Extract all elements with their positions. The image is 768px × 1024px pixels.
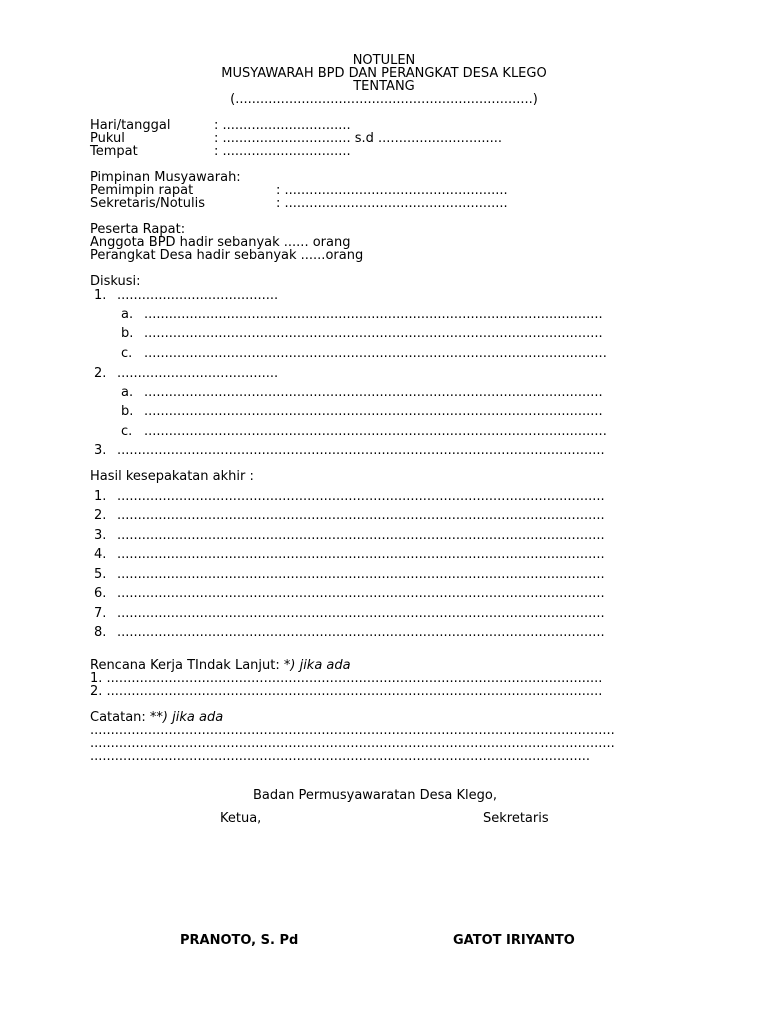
- discussion-heading: Diskusi:: [90, 274, 141, 289]
- agreement-heading: Hasil kesepakatan akhir :: [90, 469, 254, 484]
- list-item-number: 5.: [94, 567, 107, 582]
- sub-item: ................................................................................................................: [144, 346, 607, 361]
- list-item-number: 8.: [94, 625, 107, 640]
- list-item: ......................................................................................................................: [117, 547, 605, 562]
- chair-value: : ......................................................: [276, 183, 508, 198]
- list-item: ......................................................................................................................: [117, 528, 605, 543]
- topic-value: (........................................................................): [230, 92, 538, 107]
- signature-org: Badan Permusyawaratan Desa Klego,: [253, 788, 497, 803]
- time-label: Pukul: [90, 131, 125, 146]
- followup-line-2: 2. ........................................................................................................................: [90, 684, 603, 699]
- document-subtitle: MUSYAWARAH BPD DAN PERANGKAT DESA KLEGO: [221, 66, 547, 81]
- sub-item-letter: a.: [121, 307, 134, 322]
- secretary-name: GATOT IRIYANTO: [453, 933, 575, 948]
- sub-item: ...............................................................................................................: [144, 404, 603, 419]
- list-item-number: 4.: [94, 547, 107, 562]
- day-value: : ...............................: [214, 118, 351, 133]
- sub-item: ...............................................................................................................: [144, 385, 603, 400]
- list-item-number: 2.: [94, 508, 107, 523]
- notes-line-1: ...............................................................................................................................: [90, 723, 615, 738]
- sub-item: ...............................................................................................................: [144, 307, 603, 322]
- leaders-heading: Pimpinan Musyawarah:: [90, 170, 241, 185]
- chair-label: Pemimpin rapat: [90, 183, 194, 198]
- participants-bpd: Anggota BPD hadir sebanyak ...... orang: [90, 235, 351, 250]
- list-item: ......................................................................................................................: [117, 443, 605, 458]
- list-item: ......................................................................................................................: [117, 489, 605, 504]
- list-item: ......................................................................................................................: [117, 508, 605, 523]
- document-title: NOTULEN: [352, 53, 416, 68]
- sub-item: ...............................................................................................................: [144, 326, 603, 341]
- chair-name: PRANOTO, S. Pd: [180, 933, 299, 948]
- list-item-number: 7.: [94, 606, 107, 621]
- list-item: .......................................: [117, 288, 279, 303]
- sub-item-letter: b.: [121, 326, 134, 341]
- secretary-value: : ......................................................: [276, 196, 508, 211]
- list-item: ......................................................................................................................: [117, 567, 605, 582]
- notes-line-3: .........................................................................................................................: [90, 749, 591, 764]
- list-item: ......................................................................................................................: [117, 606, 605, 621]
- chair-title: Ketua,: [220, 811, 262, 826]
- participants-village: Perangkat Desa hadir sebanyak ......orang: [90, 248, 364, 263]
- list-item: ......................................................................................................................: [117, 625, 605, 640]
- list-item-number: 3.: [94, 443, 107, 458]
- list-item-number: 6.: [94, 586, 107, 601]
- notes-line-2: ...............................................................................................................................: [90, 736, 615, 751]
- list-item: .......................................: [117, 366, 279, 381]
- followup-line-1: 1. ........................................................................................................................: [90, 671, 603, 686]
- notes-heading-text: Catatan:: [90, 710, 150, 725]
- time-value: : ............................... s.d ..............................: [214, 131, 503, 146]
- followup-note: *) jika ada: [283, 658, 351, 673]
- list-item-number: 1.: [94, 489, 107, 504]
- sub-item-letter: b.: [121, 404, 134, 419]
- secretary-label: Sekretaris/Notulis: [90, 196, 206, 211]
- list-item-number: 3.: [94, 528, 107, 543]
- place-label: Tempat: [90, 144, 138, 159]
- topic-label: TENTANG: [353, 79, 415, 94]
- sub-item-letter: c.: [121, 346, 133, 361]
- list-item-number: 2.: [94, 366, 107, 381]
- list-item: ......................................................................................................................: [117, 586, 605, 601]
- followup-heading-text: Rencana Kerja TIndak Lanjut:: [90, 658, 284, 673]
- day-label: Hari/tanggal: [90, 118, 171, 133]
- sub-item-letter: c.: [121, 424, 133, 439]
- notes-note: **) jika ada: [149, 710, 224, 725]
- sub-item-letter: a.: [121, 385, 134, 400]
- secretary-title: Sekretaris: [483, 811, 549, 826]
- list-item-number: 1.: [94, 288, 107, 303]
- place-value: : ...............................: [214, 144, 351, 159]
- sub-item: ................................................................................................................: [144, 424, 607, 439]
- participants-heading: Peserta Rapat:: [90, 222, 186, 237]
